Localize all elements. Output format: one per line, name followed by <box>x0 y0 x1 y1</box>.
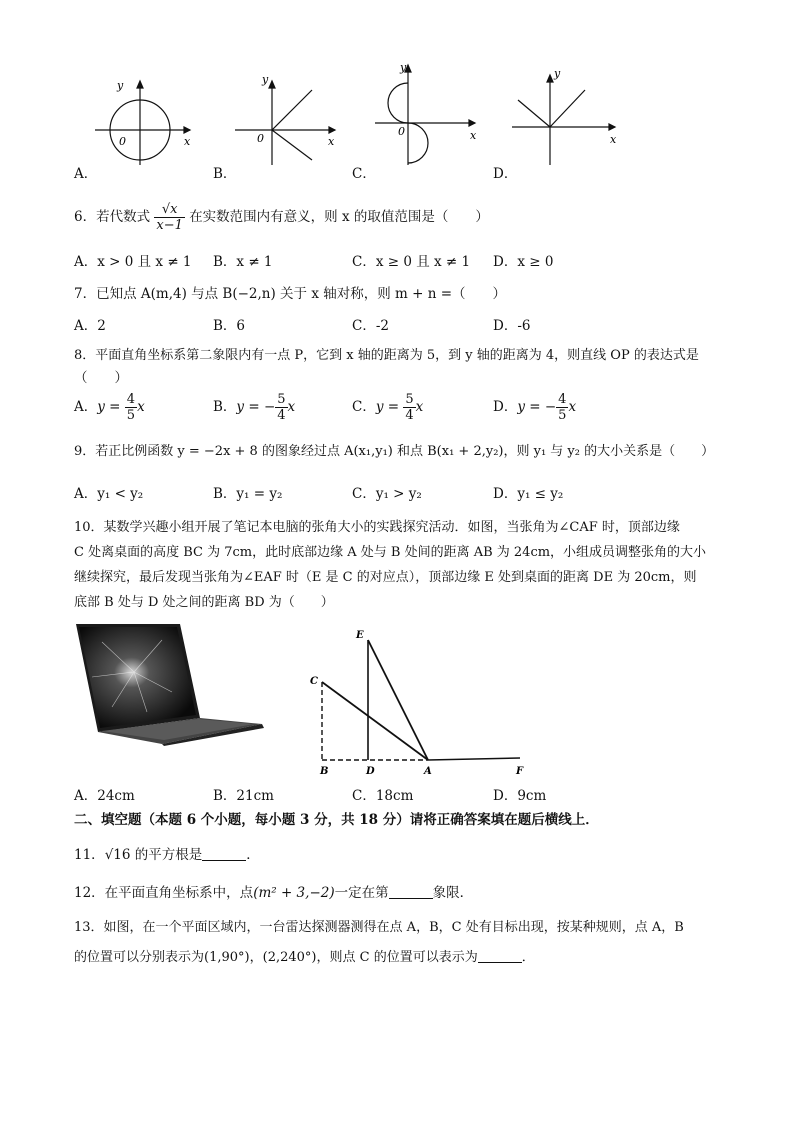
q13-coord-a: (1,90°) <box>204 950 250 965</box>
q10-option-a: A．24cm <box>74 788 135 804</box>
fig-label-f: F <box>516 766 524 777</box>
q7-option-b: B．6 <box>213 318 246 334</box>
q5-c-axis-x: x <box>470 129 477 142</box>
q9-stem: 9．若正比例函数 y = −2x + 8 的图象经过点 A(x₁,y₁) 和点 B(x₁ + 2,y₂)，则 y₁ 与 y₂ 的大小关系是（ ） <box>74 444 715 459</box>
q6-stem <box>74 202 489 233</box>
q5-d-axis-x: x <box>610 133 617 146</box>
q12-answer-blank[interactable] <box>389 884 433 899</box>
q5-figures <box>60 55 660 165</box>
fig-label-c: C <box>310 676 318 687</box>
q5-option-d: D． <box>493 166 518 182</box>
q9-option-c: C．y₁ > y₂ <box>352 486 422 502</box>
q5-figure-b <box>235 81 335 165</box>
q10-option-b: B．21cm <box>213 788 274 804</box>
q5-b-origin: 0 <box>257 132 264 145</box>
q8-stem-paren: （ ） <box>74 370 128 386</box>
q5-a-axis-y: y <box>117 79 124 92</box>
q10-line1: 10．某数学兴趣小组开展了笔记本电脑的张角大小的实践探究活动．如图，当张角为∠CAF 时，顶部边缘 <box>74 520 680 535</box>
q6-option-c: C．x ≥ 0 且 x ≠ 1 <box>352 254 471 270</box>
q11-expr: √16 <box>104 847 131 863</box>
q5-figure-d <box>512 75 615 165</box>
q6-suffix: 在实数范围内有意义，则 x 的取值范围是（ ） <box>189 209 489 225</box>
q6-frac-den: x−1 <box>156 218 183 233</box>
q5-a-axis-x: x <box>184 135 191 148</box>
q10-geometry-figure <box>300 620 540 780</box>
q10-option-d: D．9cm <box>493 788 547 804</box>
q5-figure-c <box>375 65 475 165</box>
q6-option-a: A．x > 0 且 x ≠ 1 <box>74 254 192 270</box>
q8-stem: 8．平面直角坐标系第二象限内有一点 P，它到 x 轴的距离为 5，到 y 轴的距离为 4，则直线 OP 的表达式是 <box>74 348 699 363</box>
q13-line2: 的位置可以分别表示为(1,90°)，(2,240°)，则点 C 的位置可以表示为 ． <box>74 950 535 965</box>
q6-fraction <box>154 202 185 233</box>
fig-label-d: D <box>366 766 375 777</box>
q10-option-c: C．18cm <box>352 788 414 804</box>
q11-answer-blank[interactable] <box>202 846 246 861</box>
q5-a-origin: 0 <box>119 135 126 148</box>
q6-prefix: 6．若代数式 <box>74 209 151 225</box>
q7-option-c: C．-2 <box>352 318 389 334</box>
fig-label-e: E <box>356 630 364 641</box>
q13-coord-b: (2,240°) <box>262 950 317 965</box>
q8-option-a: A．y = $\frac{4}{5}$ x <box>74 392 145 423</box>
q5-c-axis-y: y <box>400 61 407 74</box>
q7-option-a: A．2 <box>74 318 106 334</box>
q6-option-b: B．x ≠ 1 <box>213 254 273 270</box>
q5-c-origin: 0 <box>398 125 405 138</box>
q5-option-b: B． <box>213 166 237 182</box>
q10-line3: 继续探究，最后发现当张角为∠EAF 时（E 是 C 的对应点），顶部边缘 E 处到桌面的距离 DE 为 20cm，则 <box>74 570 697 585</box>
q5-option-c: C． <box>352 166 376 182</box>
q6-option-d: D．x ≥ 0 <box>493 254 554 270</box>
q6-frac-num: √x <box>154 202 185 218</box>
q12-expr: (m² + 3,−2) <box>253 885 335 901</box>
q5-option-a: A． <box>74 166 98 182</box>
q9-option-b: B．y₁ = y₂ <box>213 486 283 502</box>
q13-answer-blank[interactable] <box>478 948 522 963</box>
fig-label-a: A <box>424 766 432 777</box>
q13-line1: 13．如图，在一个平面区域内，一台雷达探测器测得在点 A，B，C 处有目标出现，按某种规则，点 A，B <box>74 920 684 935</box>
q10-line4: 底部 B 处与 D 处之间的距离 BD 为（ ） <box>74 595 334 610</box>
q12: 12．在平面直角坐标系中，点(m² + 3,−2)一定在第 象限． <box>74 885 474 901</box>
q5-b-axis-y: y <box>262 73 269 86</box>
laptop-photo <box>72 622 282 746</box>
fig-label-b: B <box>320 766 329 777</box>
q7-stem: 7．已知点 A(m,4) 与点 B(−2,n) 关于 x 轴对称，则 m + n =（ ） <box>74 286 507 302</box>
q9-option-d: D．y₁ ≤ y₂ <box>493 486 564 502</box>
q11: 11．√16 的平方根是 ． <box>74 847 260 863</box>
q5-figure-a <box>95 81 190 165</box>
q9-option-a: A．y₁ < y₂ <box>74 486 144 502</box>
q7-option-d: D．-6 <box>493 318 531 334</box>
q10-line2: C 处离桌面的高度 BC 为 7cm，此时底部边缘 A 处与 B 处间的距离 AB 为 24cm，小组成员调整张角的大小 <box>74 545 707 560</box>
q8-option-b: B．y = − $\frac{5}{4}$ x <box>213 392 296 423</box>
q8-option-d: D．y = − $\frac{4}{5}$ x <box>493 392 577 423</box>
q8-option-c: C．y = $\frac{5}{4}$ x <box>352 392 424 423</box>
q5-d-axis-y: y <box>554 67 561 80</box>
section2-title: 二、填空题（本题 6 个小题，每小题 3 分，共 18 分）请将正确答案填在题后横线上． <box>74 812 599 828</box>
q5-b-axis-x: x <box>328 135 335 148</box>
